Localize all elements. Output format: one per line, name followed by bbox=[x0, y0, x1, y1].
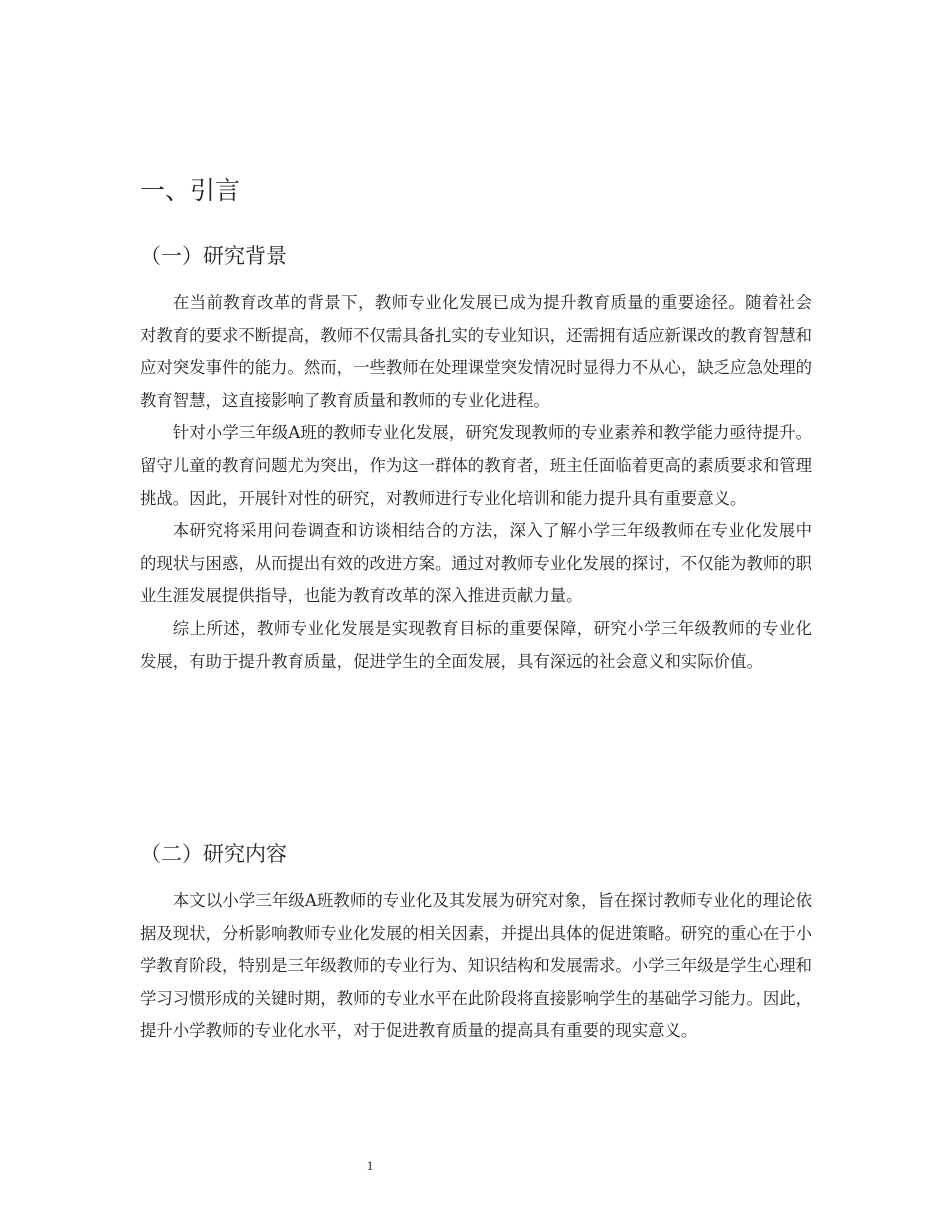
section-title-content: （二）研究内容 bbox=[140, 842, 287, 866]
paragraph: 本文以小学三年级A班教师的专业化及其发展为研究对象，旨在探讨教师专业化的理论依据及现状，分析影响教师专业化发展的相关因素，并提出具体的促进策略。研究的重心在于小学教育阶段，特别是三年级教师的专业行为、知识结构和发展需求。小学三年级是学生心理和学习习惯形成的关键时期，教师的专业水平在此阶段将直接影响学生的基础学习能力。因此，提升小学教师的专业化水平，对于促进教育质量的提高具有重要的现实意义。 bbox=[140, 891, 813, 1041]
section-title-background: （一）研究背景 bbox=[140, 244, 287, 268]
page-number: 1 bbox=[366, 1158, 374, 1173]
paragraph: 在当前教育改革的背景下，教师专业化发展已成为提升教育质量的重要途径。随着社会对教育的要求不断提高，教师不仅需具备扎实的专业知识，还需拥有适应新课改的教育智慧和应对突发事件的能力。然而，一些教师在处理课堂突发情况时显得力不从心，缺乏应急处理的教育智慧，这直接影响了教育质量和教师的专业化进程。 bbox=[140, 293, 813, 410]
section-body-content bbox=[140, 885, 812, 1048]
paragraph: 针对小学三年级A班的教师专业化发展，研究发现教师的专业素养和教学能力亟待提升。留守儿童的教育问题尤为突出，作为这一群体的教育者，班主任面临着更高的素质要求和管理挑战。因此，开展针对性的研究，对教师进行专业化培训和能力提升具有重要意义。 bbox=[140, 423, 813, 508]
paragraph: 综上所述，教师专业化发展是实现教育目标的重要保障，研究小学三年级教师的专业化发展，有助于提升教育质量，促进学生的全面发展，具有深远的社会意义和实际价值。 bbox=[140, 618, 812, 671]
chapter-heading: 一、引言 bbox=[140, 176, 241, 205]
section-body-background bbox=[140, 287, 812, 678]
paragraph: 本研究将采用问卷调查和访谈相结合的方法，深入了解小学三年级教师在专业化发展中的现状与困惑，从而提出有效的改进方案。通过对教师专业化发展的探讨，不仅能为教师的职业生涯发展提供指导，也能为教育改革的深入推进贡献力量。 bbox=[140, 521, 813, 606]
